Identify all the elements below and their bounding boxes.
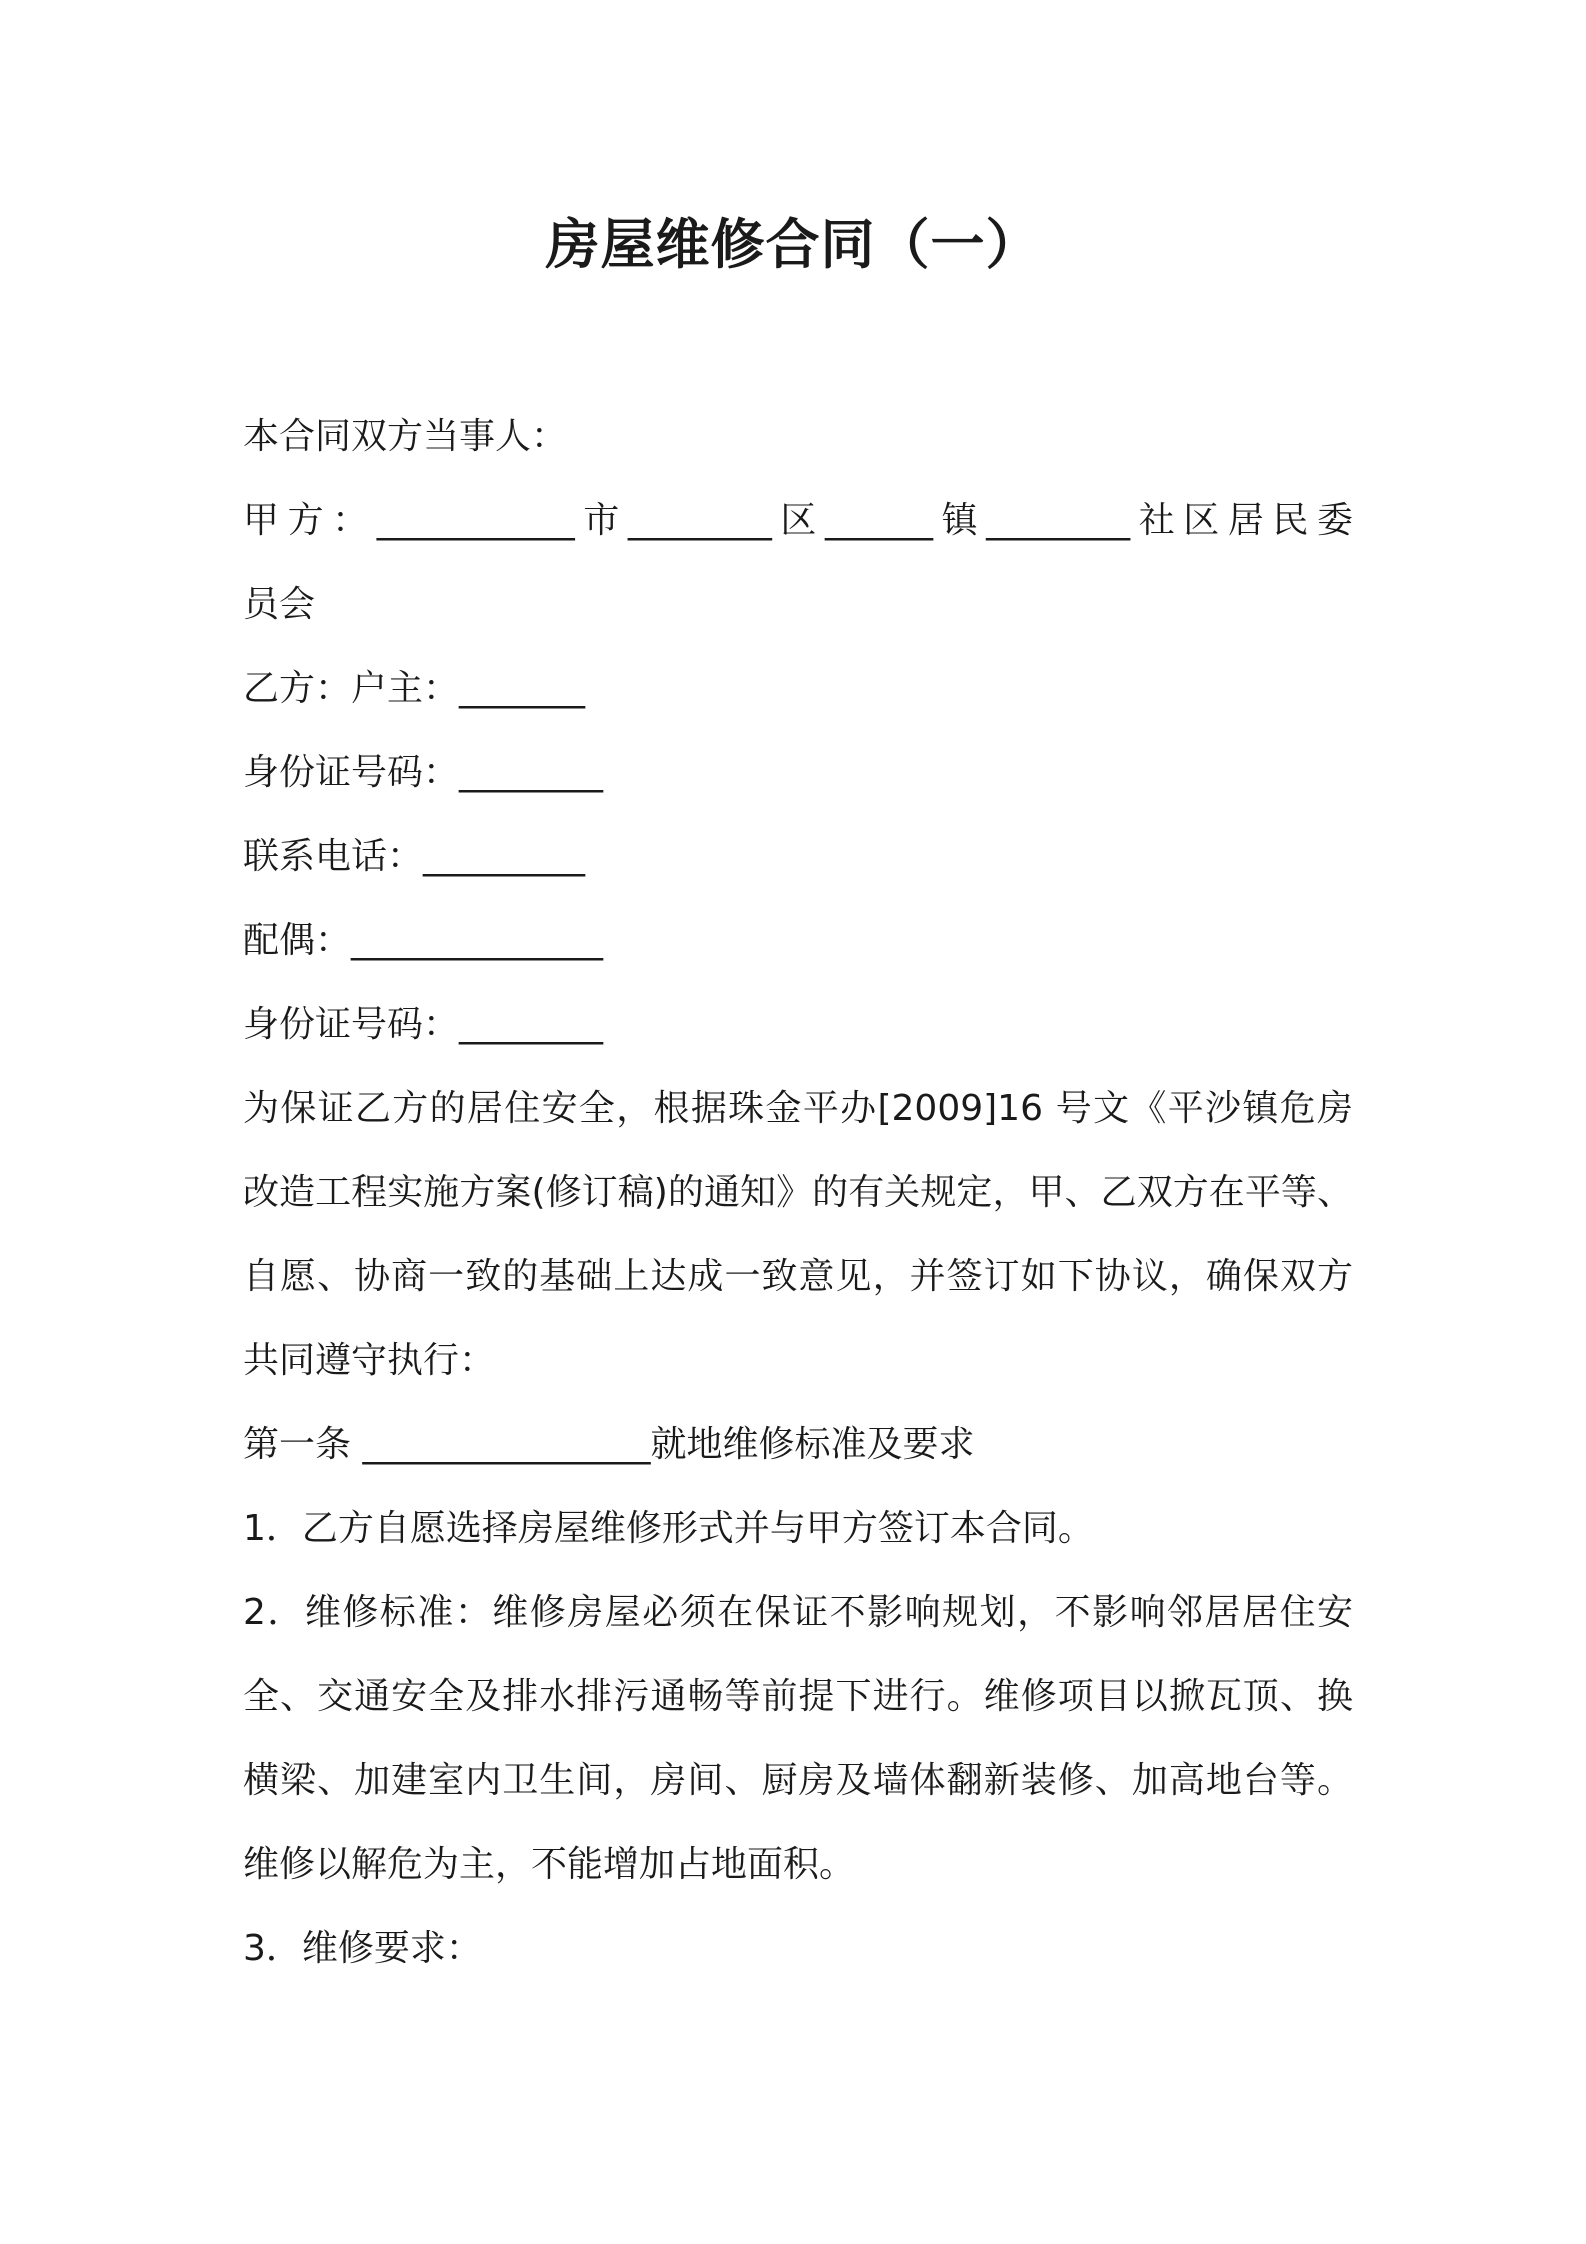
preamble-line: 自愿、协商一致的基础上达成一致意见，并签订如下协议，确保双方 — [243, 1256, 1353, 1297]
phone-line: 联系电话：_________ — [243, 836, 586, 877]
preamble-line: 改造工程实施方案(修订稿)的通知》的有关规定，甲、乙双方在平等、 — [243, 1172, 1353, 1213]
clause-3: 3．维修要求： — [243, 1928, 482, 1969]
clause-2-cont: 横梁、加建室内卫生间，房间、厨房及墙体翻新装修、加高地台等。 — [243, 1760, 1353, 1801]
preamble-line: 为保证乙方的居住安全，根据珠金平办[2009]16 号文《平沙镇危房 — [243, 1088, 1353, 1129]
clause-2: 2．维修标准：维修房屋必须在保证不影响规划，不影响邻居居住安 — [243, 1592, 1353, 1633]
document-body — [243, 395, 1353, 1991]
party-b-owner-line: 乙方：户主：_______ — [243, 668, 586, 709]
preamble-line: 共同遵守执行： — [243, 1340, 496, 1381]
spouse-id-number-line: 身份证号码：________ — [243, 1004, 604, 1045]
party-a-line-cont: 员会 — [243, 584, 316, 625]
parties-heading: 本合同双方当事人： — [243, 416, 568, 457]
article-one-heading: 第一条 ________________就地维修标准及要求 — [243, 1424, 975, 1465]
document-title: 房屋维修合同（一） — [545, 213, 1041, 276]
party-a-line: 甲方：___________市________区______镇________社区居民委 — [243, 500, 1353, 541]
owner-id-number-line: 身份证号码：________ — [243, 752, 604, 793]
spouse-line: 配偶：______________ — [243, 920, 604, 961]
clause-2-cont: 维修以解危为主，不能增加占地面积。 — [243, 1844, 856, 1885]
clause-2-cont: 全、交通安全及排水排污通畅等前提下进行。维修项目以掀瓦顶、换 — [243, 1676, 1353, 1717]
clause-1: 1．乙方自愿选择房屋维修形式并与甲方签订本合同。 — [243, 1508, 1094, 1549]
